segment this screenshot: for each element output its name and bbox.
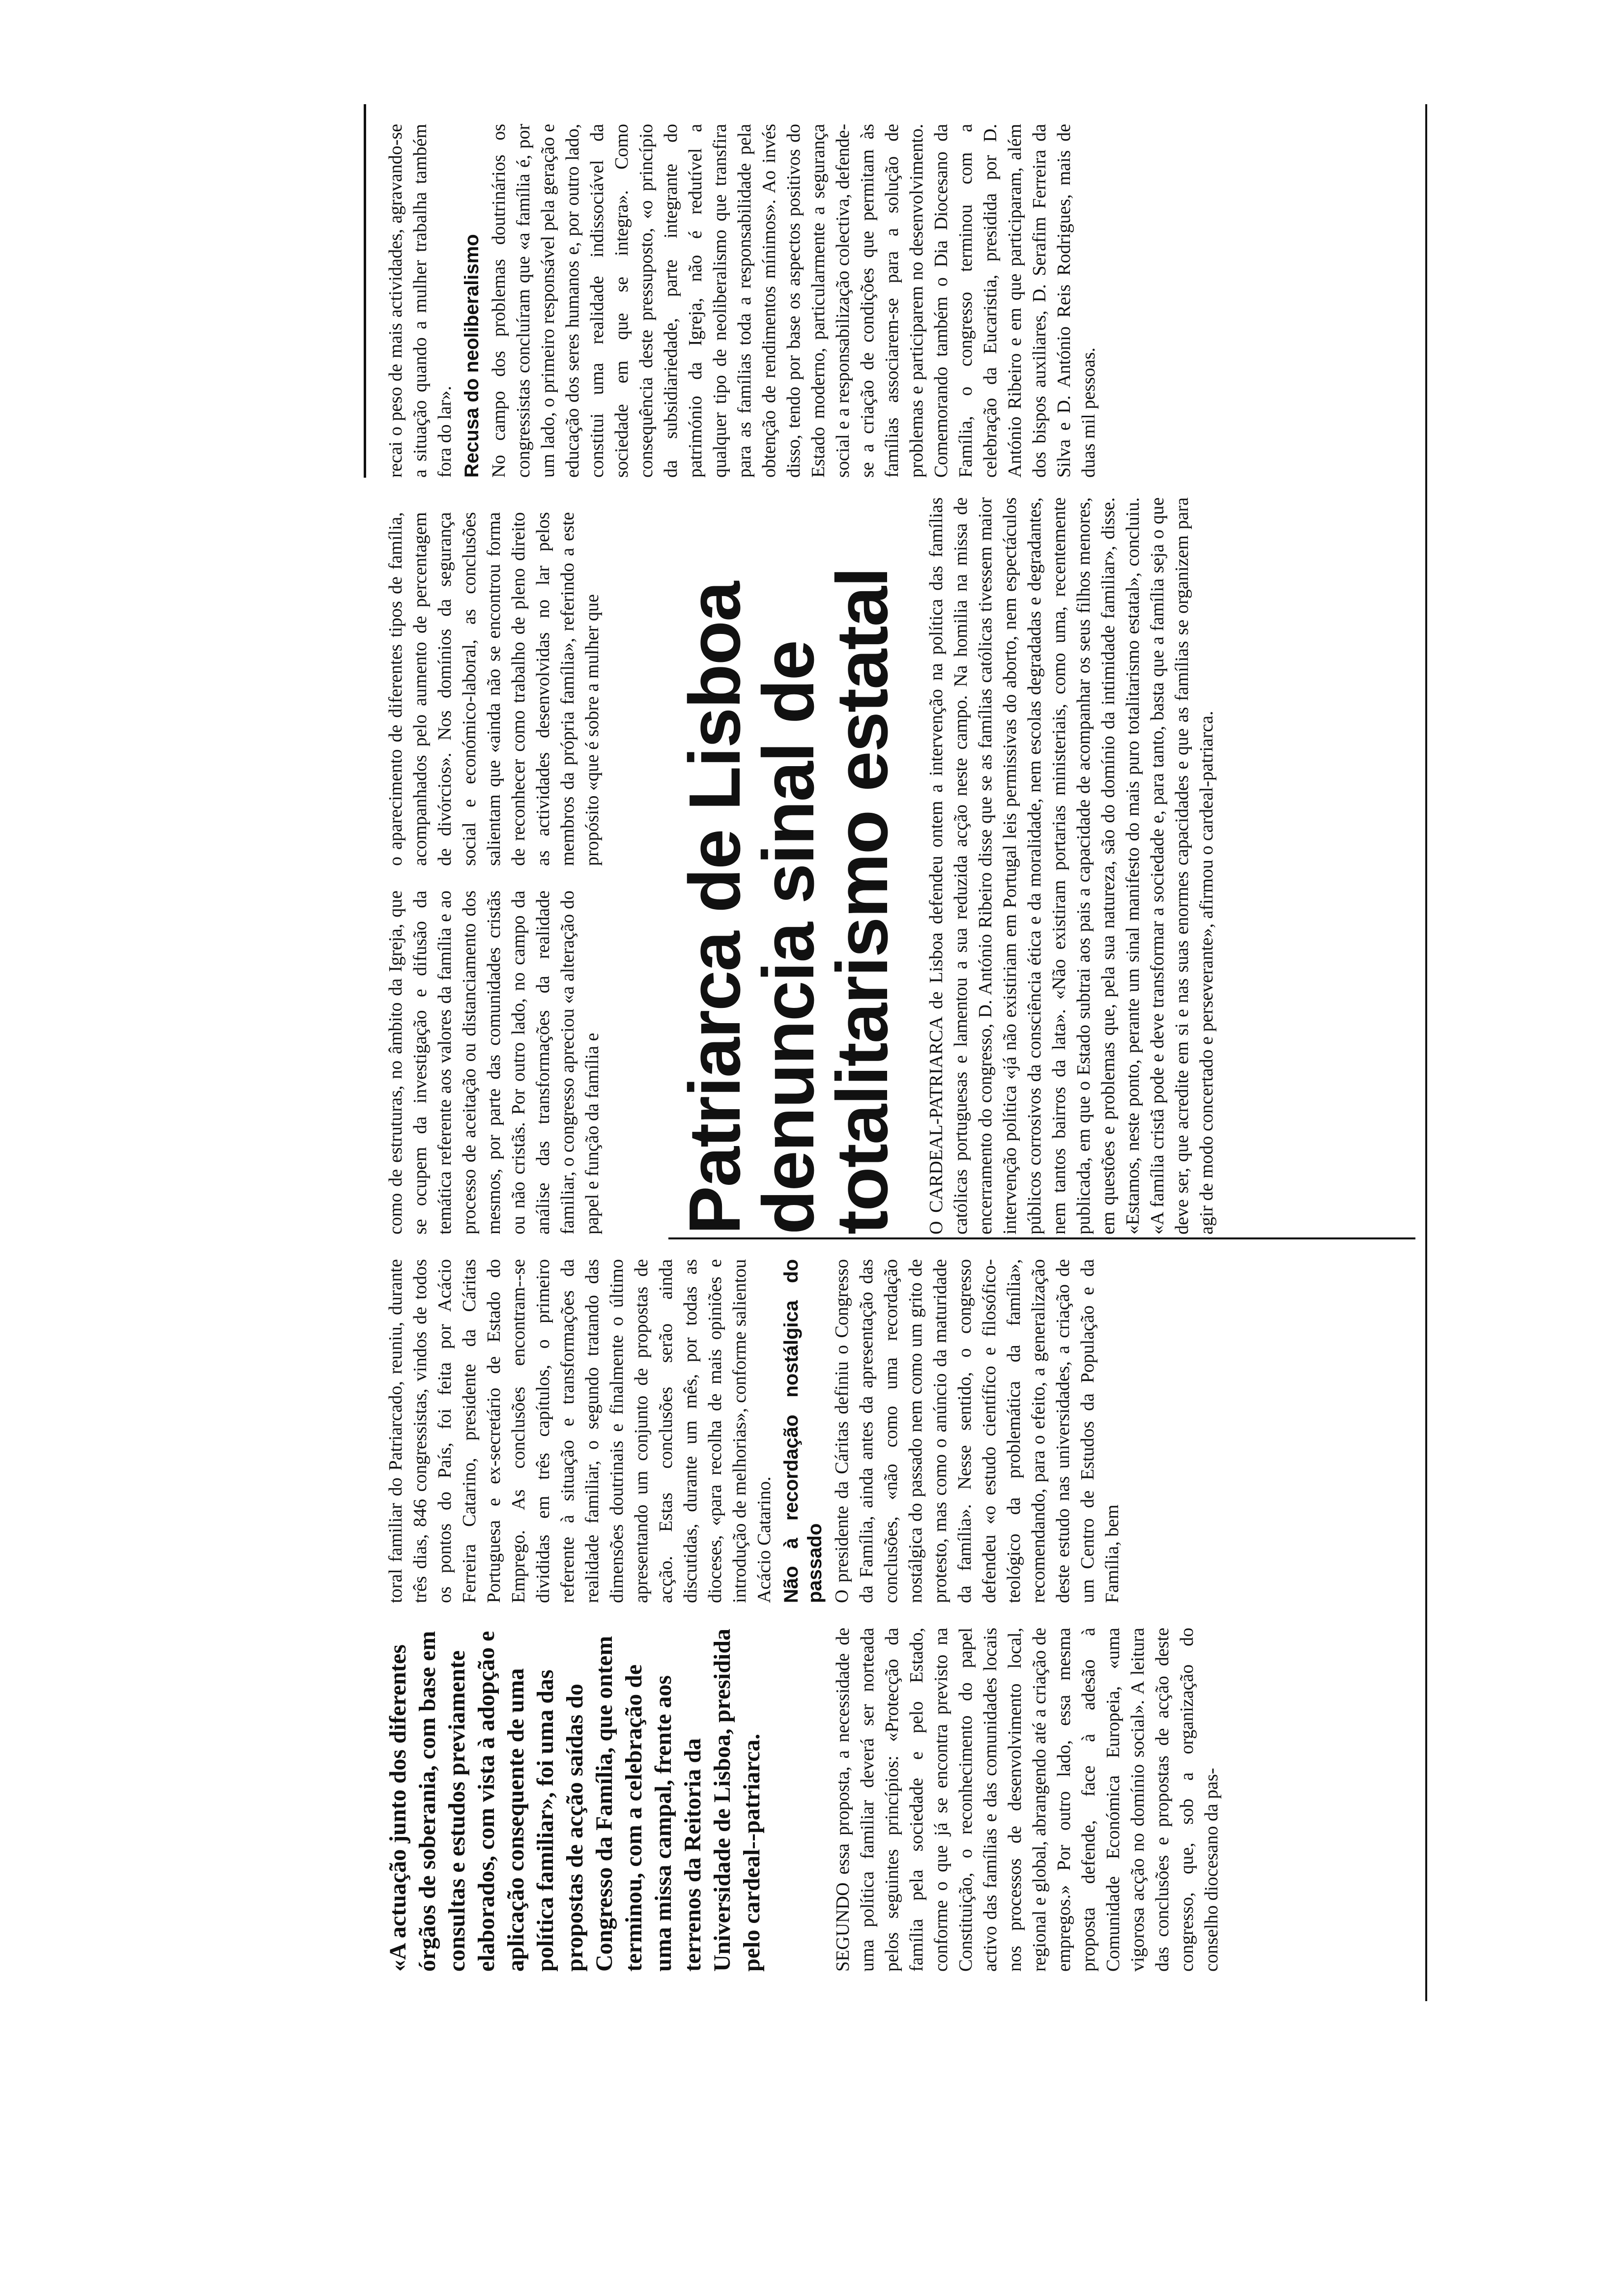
column-5-text-a: recai o peso de mais actividades, agravando-se a situação quando a mulher trabalha também fora do lar». (385, 124, 455, 478)
column-1-text: SEGUNDO essa proposta, a necessidade de uma política familiar deverá ser norteada pelos seguintes princípios: «Protecção da família pela sociedade e pelo Estado, conforme o que já se encontra previsto na Constituição, o reconhecimento do papel activo das famílias e das comunidades locais nos processos de desenvolvimento local, regional e global, abrangendo até a criação de empregos.» Por outro lado, essa mesma proposta defende, face à adesão à Comunidade Económica Europeia, «uma vigorosa acção no domínio social». A leitura das conclusões e propostas de acção deste congresso, que, sob a organização do conselho diocesano da pas- (833, 1628, 1222, 1972)
lead-paragraph: «A actuação junto dos diferentes órgãos de soberania, com base em consultas e estudos previamente elaborados, com vista à adopção e aplicação consequente de uma política familiar», foi uma das propostas de acção saídas do Congresso da Família, que ontem terminou, com a celebração de uma missa campal, frente aos terrenos da Reitoria da Universidade de Lisboa, presidida pelo cardeal--patriarca. (385, 1629, 765, 1972)
subhead-neoliberalism: Recusa do neoliberalismo (461, 234, 483, 478)
story-column (924, 497, 1406, 1234)
subhead-nostalgia: Não à recordação nostálgica do passado (780, 1259, 826, 1603)
column-4 (383, 512, 659, 866)
headline-rule (668, 1237, 1415, 1239)
column-2-text-a: toral familiar do Patriarcado, reuniu, durante três dias, 846 congressistas, vindos de todos os pontos do País, foi feita por Acácio Ferreira Catarino, presidente da Cáritas Portuguesa e ex-secretário de Estado do Emprego. As conclusões encontram--se divididas em três capítulos, o primeiro referente à situação e transformações da realidade familiar, o segundo tratando das dimensões doutrinais e finalmente o último apresentando um conjunto de propostas de acção. Estas conclusões serão ainda discutidas, durante um mês, por todas as dioceses, «para recolha de mais opiniões e introdução de melhorias», conforme salientou Acácio Catarino. (385, 1259, 775, 1603)
column-5-text-b: No campo dos problemas doutrinários os congressistas concluíram que «a família é, por um lado, o primeiro responsável pela geração e educação dos seres humanos e, por outro lado, constitui uma realidade indissociável da sociedade em que se integra». Como consequência deste pressuposto, «o princípio da subsidiariedade, parte integrante do património da Igreja, não é redutível a qualquer tipo de neoliberalismo que transfira para as famílias toda a responsabilidade pela obtenção de rendimentos mínimos». Ao invés disso, tendo por base os aspectos positivos do Estado moderno, particularmente a segurança social e a responsabilização colectiva, defende-se a criação de condições que permitam às famílias associarem-se para a solução de problemas e participarem no desenvolvimento. Comemorando também o Dia Diocesano da Família, o congresso terminou com a celebração da Eucaristia, presidida por D. António Ribeiro e em que participaram, além dos bispos auxiliares, D. Serafim Ferreira da Silva e D. António Reis Rodrigues, mais de duas mil pessoas. (489, 124, 1099, 478)
column-3 (383, 890, 659, 1234)
article-frame (0, 35, 1612, 2296)
column-2-text-b: O presidente da Cáritas definiu o Congresso da Família, ainda antes da apresentação das conclusões, «não como uma recordação nostálgica do passado nem como um grito de protesto, mas como o anúncio da maturidade da família». Nesse sentido, o congresso defendeu «o estudo científico e filosófico-teológico da problemática da família», recomendando, para o efeito, a generalização deste estudo nas universidades, a criação de um Centro de Estudos da População e da Família, bem (832, 1259, 1123, 1603)
column-3-text: como de estruturas, no âmbito da Igreja, que se ocupem da investigação e difusão da temática referente aos valores da família e ao processo de aceitação ou distanciamento dos mesmos, por parte das comunidades cristãs ou não cristãs. Por outro lado, no campo da análise das transformações da realidade familiar, o congresso apreciou «a alteração do papel e função da família e (385, 890, 603, 1234)
headline: Patriarca de Lisboa denuncia sinal de totalitarismo estatal (674, 568, 903, 1234)
column-1 (831, 1628, 1396, 1972)
top-rule (364, 104, 366, 478)
column-2 (383, 1259, 1396, 1603)
right-rule (1425, 104, 1427, 2001)
lead-column (383, 1628, 826, 1972)
column-4-text: o aparecimento de diferentes tipos de família, acompanhados pelo aumento de percentagem de divórcios». Nos domínios da segurança social e económico-laboral, as conclusões salientam que «ainda não se encontrou forma de reconhecer como trabalho de pleno direito as actividades desenvolvidas no lar pelos membros da própria família», referindo a este propósito «que é sobre a mulher que (385, 512, 603, 866)
story-text: O CARDEAL-PATRIARCA de Lisboa defendeu ontem a intervenção na política das famílias católicas portuguesas e lamentou a sua reduzida acção neste campo. Na homilia na missa de encerramento do congresso, D. António Ribeiro disse que se as famílias católicas tivessem maior intervenção política «já não existiriam em Portugal leis permissivas do aborto, nem espectáculos públicos corrosivos da consciência ética e da moralidade, nem escolas degradadas e degradantes, nem tantos bairros da lata». «Não existiram portarias ministeriais, como uma, recentemente publicada, em que o Estado subtrai aos pais a capacidade de acompanhar os seus filhos menores, em questões e problemas que, pela sua natureza, são do domínio da intimidade familiar», disse. «Estamos, neste ponto, perante um sinal manifesto do mais puro totalitarismo estatal», concluiu. «A família cristã pode e deve transformar a sociedade e, para tanto, basta que a família seja o que deve ser, que acredite em si e nas suas enormes capacidades e que as famílias se organizem para agir de modo concertado e perseverante», afirmou o cardeal-patriarca. (926, 497, 1217, 1234)
column-5 (383, 124, 1406, 478)
